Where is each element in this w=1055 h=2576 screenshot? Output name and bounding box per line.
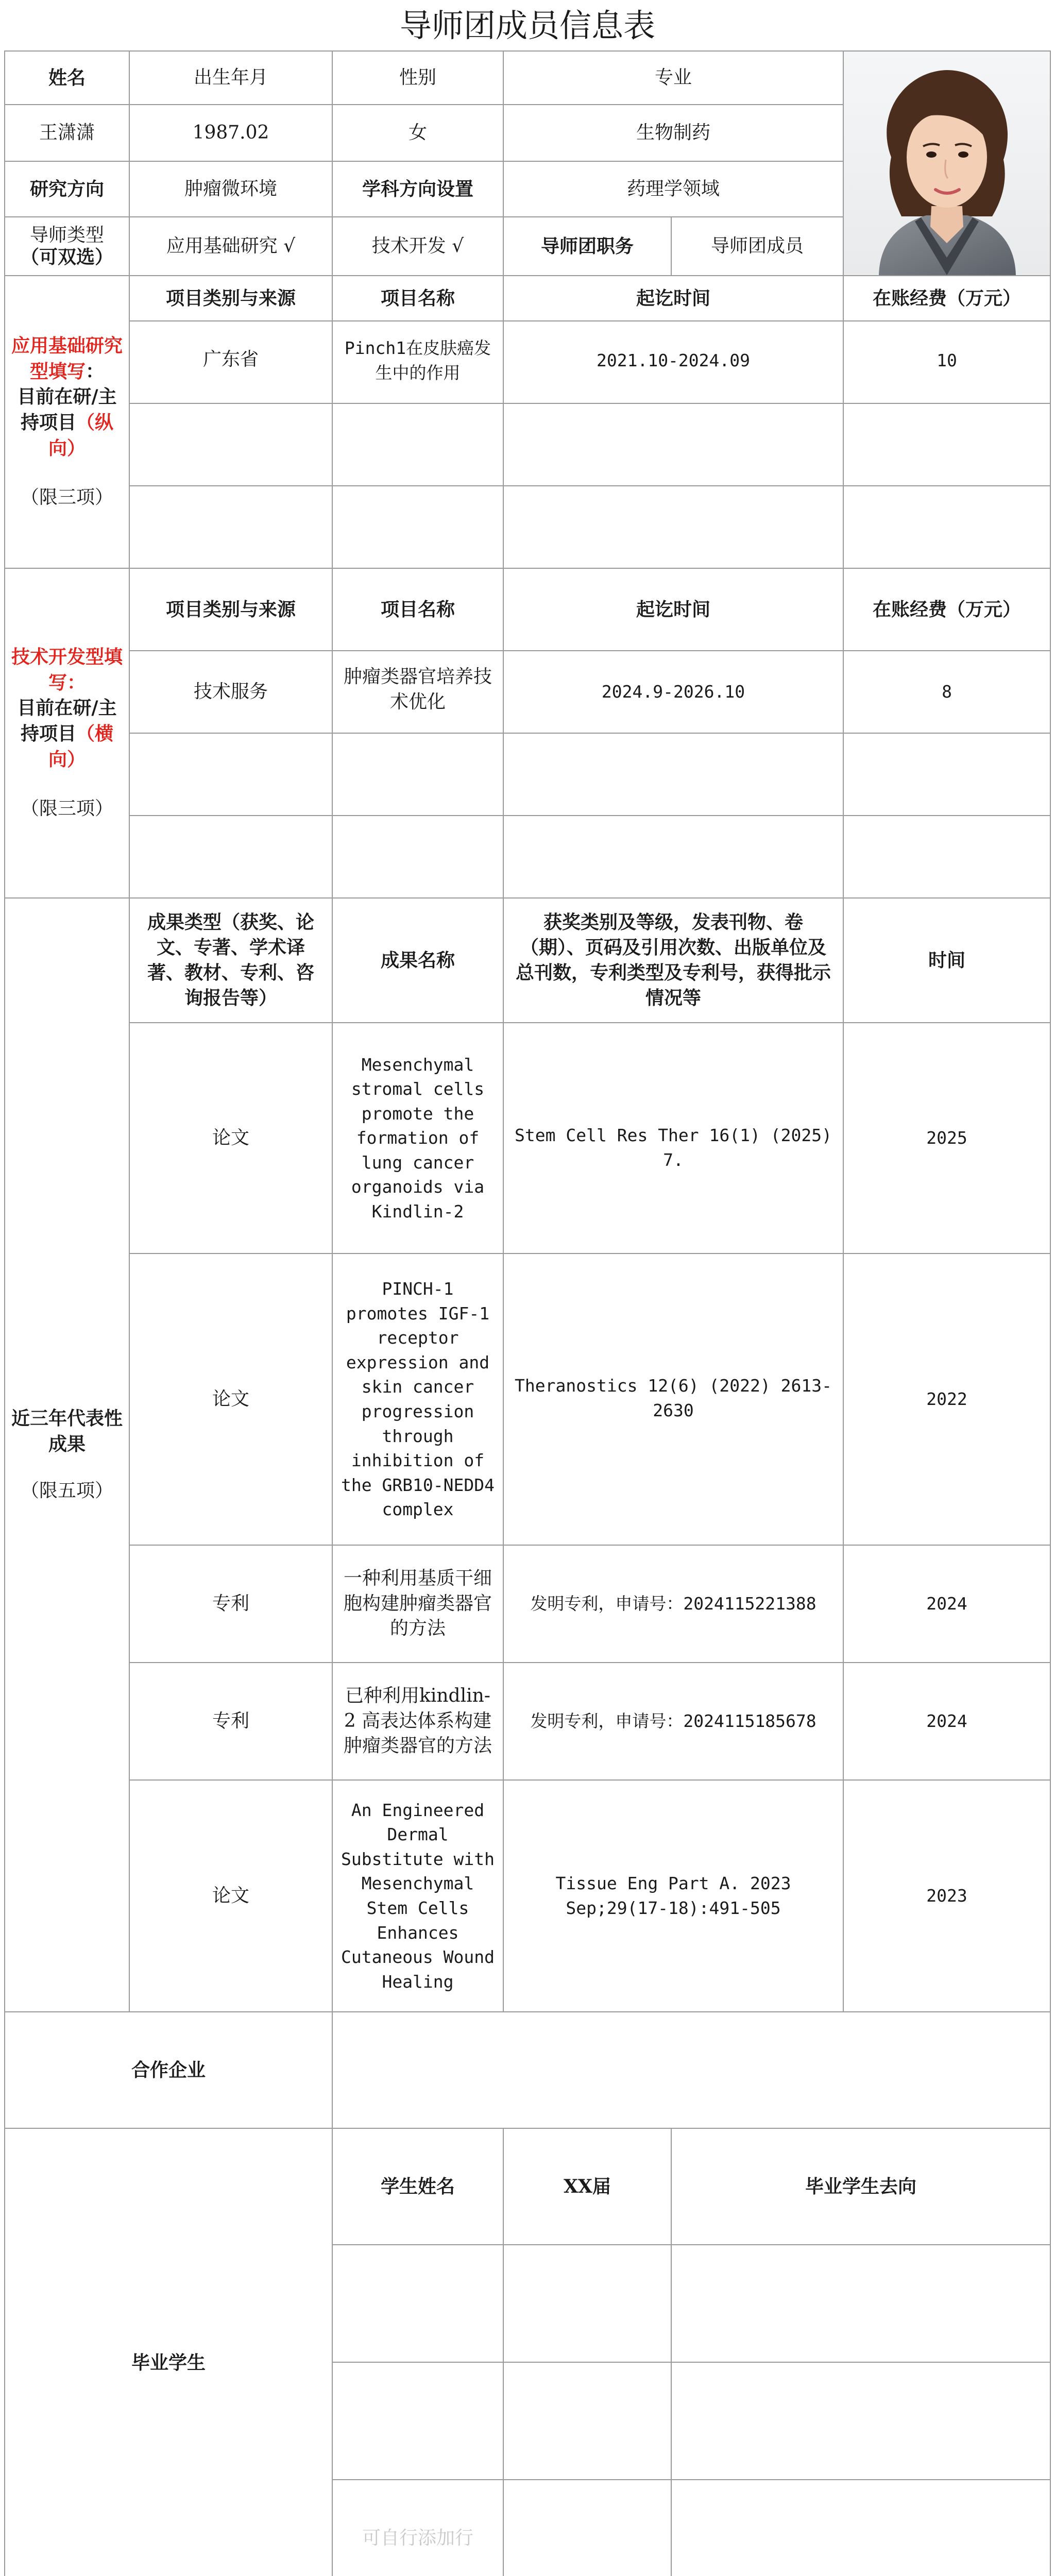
tech-col-name: 项目名称	[380, 598, 455, 620]
table-row-ach2-detail: Theranostics 12(6) (2022) 2613-2630	[515, 1376, 832, 1420]
name-label: 姓名	[48, 66, 86, 89]
discipline-label: 学科方向设置	[362, 178, 473, 200]
table-row-ach1-time: 2025	[926, 1128, 967, 1148]
table-row-basic-funding: 10	[937, 350, 957, 370]
tech-col-funding: 在账经费（万元）	[872, 598, 1021, 620]
page-title: 导师团成员信息表	[399, 6, 655, 44]
mentor-type-label-line1: 导师类型	[29, 224, 104, 246]
table-row-ach2-name: PINCH-1 promotes IGF-1 receptor expression and skin cancer progression through inhibition of the GRB10-NEDD4 complex	[341, 1279, 495, 1520]
research-label: 研究方向	[29, 178, 104, 200]
table-row-ach3-type: 专利	[212, 1592, 249, 1614]
member-photo	[844, 52, 1050, 275]
table-row-ach3-detail: 发明专利，申请号：2024115221388	[530, 1594, 816, 1614]
name-value: 王潇潇	[39, 122, 95, 143]
achievements-label: 近三年代表性成果 （限五项）	[5, 899, 129, 2011]
table-row-tech-funding: 8	[942, 682, 952, 702]
basic-research-label: 应用基础研究 型填写： 目前在研/主 持项目（纵 向） （限三项）	[5, 276, 129, 568]
mentor-type-label-line2: （可双选）	[20, 246, 113, 268]
table-row-ach4-detail: 发明专利，申请号：2024115185678	[530, 1711, 816, 1732]
team-role-value: 导师团成员	[710, 235, 804, 257]
major-label: 专业	[654, 66, 692, 88]
birth-label: 出生年月	[193, 66, 268, 88]
mentor-type-option-basic: 应用基础研究 √	[166, 235, 296, 257]
table-row-ach1-type: 论文	[212, 1127, 249, 1148]
cooperation-value[interactable]	[333, 2012, 1050, 2128]
table-row-ach5-name: An Engineered Dermal Substitute with Mesenchymal Stem Cells Enhances Cutaneous Wound Healing	[341, 1800, 495, 1992]
basic-col-funding: 在账经费（万元）	[872, 287, 1021, 309]
major-value: 生物制药	[636, 122, 710, 143]
graduates-label: 毕业学生	[131, 2351, 206, 2374]
table-row-ach2-type: 论文	[212, 1388, 249, 1410]
mentor-type-label	[5, 217, 129, 275]
cooperation-label: 合作企业	[131, 2059, 206, 2081]
table-row-ach3-time: 2024	[926, 1594, 967, 1614]
tech-dev-limit: （限三项）	[20, 798, 113, 820]
table-row-ach4-time: 2024	[926, 1711, 967, 1732]
gender-label: 性别	[399, 66, 436, 88]
table-row-ach1-detail: Stem Cell Res Ther 16(1) (2025) 7.	[515, 1125, 832, 1170]
grad-col-name: 学生姓名	[380, 2175, 455, 2197]
basic-col-source: 项目类别与来源	[165, 287, 296, 309]
table-row-ach4-name: 已种利用kindlin-2 高表达体系构建肿瘤类器官的方法	[343, 1685, 492, 1757]
research-value: 肿瘤微环境	[184, 178, 277, 199]
gender-value: 女	[408, 122, 427, 143]
ach-col-detail: 获奖类别及等级，发表刊物、卷（期）、页码及引用次数、出版单位及总刊数，专利类型及专利号，获得批示情况等	[515, 911, 831, 1009]
add-row-hint: 可自行添加行	[362, 2527, 473, 2549]
table-row-ach5-detail: Tissue Eng Part A. 2023 Sep;29(17-18):491-505	[555, 1873, 791, 1918]
mentor-type-option-tech: 技术开发 √	[371, 235, 464, 257]
table-row-basic-name: Pinch1在皮肤癌发生中的作用	[344, 338, 491, 383]
ach-col-type: 成果类型（获奖、论文、专著、学术译著、教材、专利、咨询报告等）	[147, 911, 314, 1009]
tech-dev-label: 技术开发型填 写： 目前在研/主 持项目（横 向） （限三项）	[5, 569, 129, 897]
grad-col-dest: 毕业学生去向	[805, 2175, 916, 2197]
birth-value: 1987.02	[192, 122, 269, 143]
table-row-tech-period: 2024.9-2026.10	[601, 682, 745, 702]
achievements-limit: （限五项）	[20, 1480, 113, 1501]
tech-col-source: 项目类别与来源	[165, 598, 296, 620]
basic-col-name: 项目名称	[380, 287, 455, 309]
discipline-value: 药理学领域	[626, 178, 720, 199]
ach-col-name: 成果名称	[380, 949, 455, 971]
grad-col-class: XX届	[564, 2175, 611, 2197]
table-row-ach2-time: 2022	[926, 1389, 967, 1410]
table-row-ach4-type: 专利	[212, 1710, 249, 1732]
table-row-tech-name: 肿瘤类器官培养技术优化	[343, 666, 492, 713]
table-row-ach5-type: 论文	[212, 1885, 249, 1906]
table-row-ach3-name: 一种利用基质干细胞构建肿瘤类器官的方法	[343, 1567, 492, 1639]
table-row-basic-source: 广东省	[202, 349, 259, 370]
basic-research-limit: （限三项）	[20, 487, 113, 509]
table-row-ach1-name: Mesenchymal stromal cells promote the formation of lung cancer organoids via Kindlin-2	[351, 1054, 485, 1222]
basic-col-period: 起讫时间	[636, 287, 710, 309]
table-row-tech-source: 技术服务	[193, 681, 268, 702]
ach-col-time: 时间	[928, 949, 965, 971]
tech-col-period: 起讫时间	[636, 598, 710, 620]
table-row-basic-period: 2021.10-2024.09	[596, 350, 750, 370]
team-role-label: 导师团职务	[540, 235, 634, 257]
table-row-ach5-time: 2023	[926, 1886, 967, 1906]
